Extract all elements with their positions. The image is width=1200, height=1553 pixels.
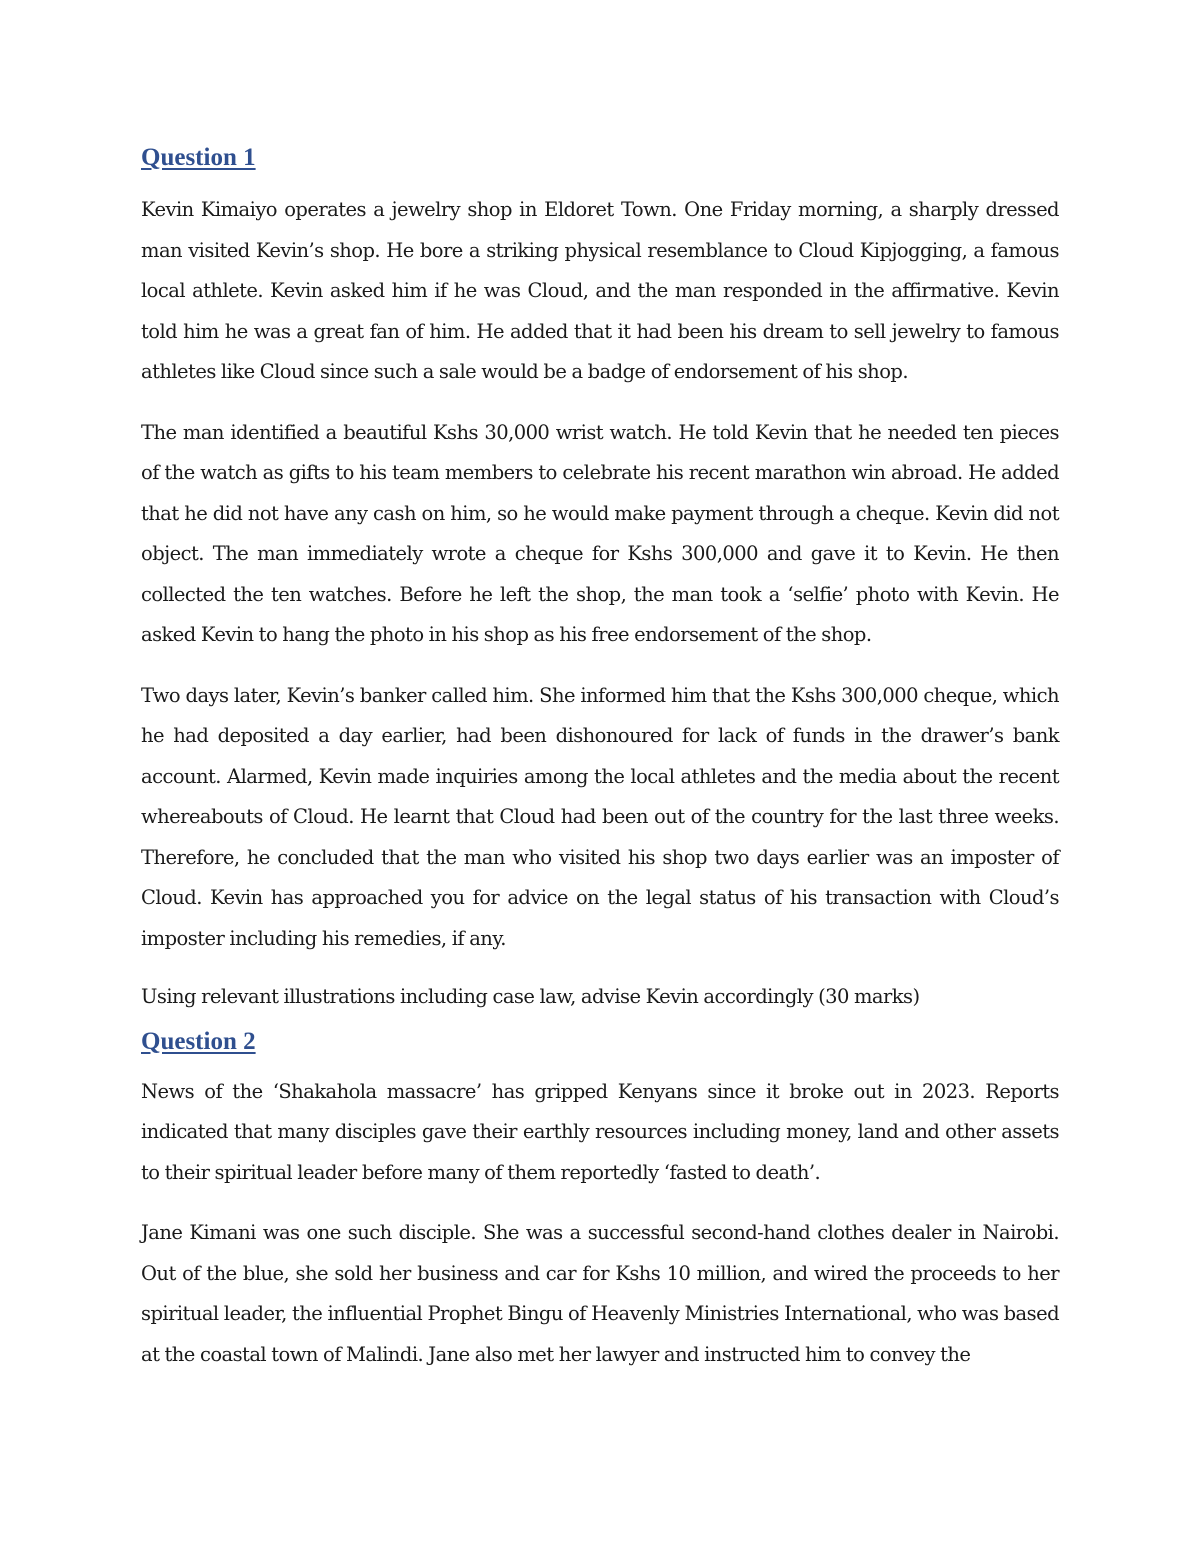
question-1-paragraph-3: Two days later, Kevin’s banker called him. She informed him that the Kshs 300,000 cheque, which he had deposited a day earlier, had been dishonoured for lack of funds in the drawer’s bank account. Alarmed, Kevin made inquiries among the local athletes and the media about the recent whereabouts of Cloud. He learnt that Cloud had been out of the country for the last three weeks. Therefore, he concluded that the man who visited his shop two days earlier was an imposter of Cloud. Kevin has approached you for advice on the legal status of his transaction with Cloud’s imposter including his remedies, if any. (141, 683, 1059, 950)
question-2-paragraph-1: News of the ‘Shakahola massacre’ has gripped Kenyans since it broke out in 2023. Reports indicated that many disciples gave their earthly resources including money, land and other assets to their spiritual leader before many of them reportedly ‘fasted to death’. (141, 1079, 1059, 1184)
question-2-paragraph-2: Jane Kimani was one such disciple. She was a successful second-hand clothes dealer in Nairobi. Out of the blue, she sold her business and car for Kshs 10 million, and wired the proceeds to her spiritual leader, the influential Prophet Bingu of Heavenly Ministries International, who was based at the coastal town of Malindi. Jane also met her lawyer and instructed him to convey the (141, 1221, 1059, 1366)
question-2-heading: Question 2 (141, 1027, 256, 1055)
question-1-heading: Question 1 (141, 144, 256, 171)
document-page (141, 138, 1059, 1375)
question-1-task: Using relevant illustrations including case law, advise Kevin accordingly (30 marks) (141, 985, 920, 1008)
question-1-paragraph-1: Kevin Kimaiyo operates a jewelry shop in Eldoret Town. One Friday morning, a sharply dressed man visited Kevin’s shop. He bore a striking physical resemblance to Cloud Kipjogging, a famous local athlete. Kevin asked him if he was Cloud, and the man responded in the affirmative. Kevin told him he was a great fan of him. He added that it had been his dream to sell jewelry to famous athletes like Cloud since such a sale would be a badge of endorsement of his shop. (141, 198, 1059, 383)
question-1-paragraph-2: The man identified a beautiful Kshs 30,000 wrist watch. He told Kevin that he needed ten pieces of the watch as gifts to his team members to celebrate his recent marathon win abroad. He added that he did not have any cash on him, so he would make payment through a cheque. Kevin did not object. The man immediately wrote a cheque for Kshs 300,000 and gave it to Kevin. He then collected the ten watches. Before he left the shop, the man took a ‘selfie’ photo with Kevin. He asked Kevin to hang the photo in his shop as his free endorsement of the shop. (141, 420, 1059, 646)
